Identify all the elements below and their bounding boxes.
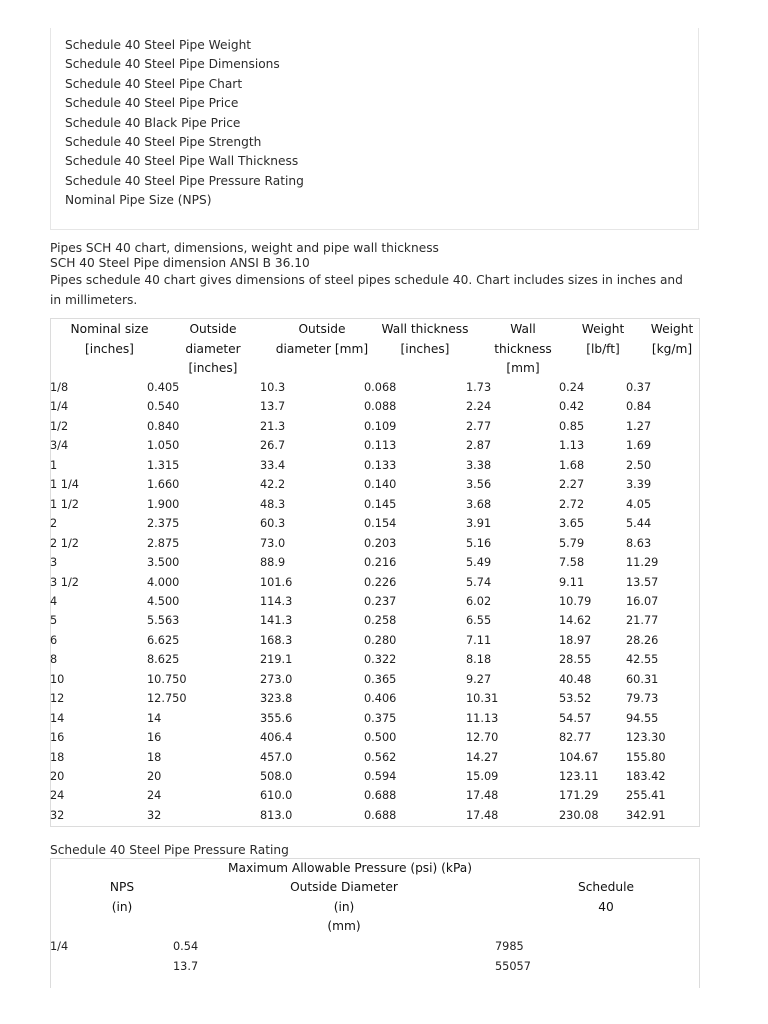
table-cell: 323.8 <box>260 692 293 706</box>
table-row <box>50 397 700 417</box>
table-cell: 21.77 <box>626 614 659 628</box>
table-cell: 3.68 <box>466 497 492 511</box>
table-cell: 14 <box>50 711 65 725</box>
table-cell: 15.09 <box>466 770 499 783</box>
toc-link[interactable]: Schedule 40 Steel Pipe Pressure Rating <box>65 173 304 188</box>
pressure-od-cell: 13.7 <box>173 960 199 973</box>
table-row <box>50 514 700 534</box>
header-line: NPS <box>109 880 135 894</box>
table-cell: 355.6 <box>260 711 293 725</box>
header-line: Weight <box>650 322 694 336</box>
table-cell: 3.38 <box>466 458 492 472</box>
header-line: diameter [mm] <box>275 341 369 356</box>
table-row <box>50 631 700 651</box>
header-line: Schedule <box>577 880 634 894</box>
table-cell: 7.11 <box>466 633 492 647</box>
pressure-nps-header <box>72 878 172 917</box>
table-cell: 2 <box>50 517 58 531</box>
table-cell: 60.3 <box>260 517 286 531</box>
table-cell: 3.500 <box>147 556 180 570</box>
table-cell: 33.4 <box>260 458 286 472</box>
table-cell: 12 <box>50 692 65 706</box>
table-cell: 0.405 <box>147 381 180 394</box>
table-cell: 20 <box>147 770 162 783</box>
table-cell: 5.44 <box>626 517 652 531</box>
pressure-nps-cell: 1/4 <box>50 940 69 953</box>
table-cell: 0.237 <box>364 594 397 608</box>
table-cell: 48.3 <box>260 497 286 511</box>
header-line: Outside <box>189 322 237 336</box>
table-cell: 813.0 <box>260 808 293 822</box>
table-cell: 54.57 <box>559 711 592 725</box>
table-cell: 42.55 <box>626 653 659 667</box>
table-cell: 4.000 <box>147 575 180 589</box>
table-cell: 8.63 <box>626 536 652 550</box>
table-row <box>50 650 700 670</box>
table-cell: 273.0 <box>260 672 293 686</box>
table-cell: 0.688 <box>364 789 397 803</box>
toc-link[interactable]: Schedule 40 Steel Pipe Weight <box>65 38 252 52</box>
table-cell: 11.29 <box>626 556 659 570</box>
table-cell: 60.31 <box>626 672 659 686</box>
table-cell: 104.67 <box>559 750 599 764</box>
table-cell: 1.900 <box>147 497 180 511</box>
table-cell: 10.3 <box>260 381 286 394</box>
table-cell: 2.87 <box>466 439 492 453</box>
table-cell: 32 <box>50 808 65 822</box>
table-cell: 13.7 <box>260 400 286 414</box>
table-cell: 5.79 <box>559 536 585 550</box>
table-cell: 230.08 <box>559 808 599 822</box>
table-row <box>50 553 700 573</box>
table-cell: 10.79 <box>559 594 592 608</box>
header-line: Outside <box>298 322 346 336</box>
table-cell: 7.58 <box>559 556 585 570</box>
table-cell: 1 <box>50 458 58 472</box>
intro-paragraph: Pipes schedule 40 chart gives dimensions of steel pipes schedule 40. Chart includes sizes in inches and in millimeters. <box>50 273 683 307</box>
table-cell: 2.24 <box>466 400 492 414</box>
header-line: Weight <box>581 322 625 336</box>
table-cell: 0.375 <box>364 711 397 725</box>
table-cell: 18.97 <box>559 633 592 647</box>
table-cell: 0.145 <box>364 497 397 511</box>
table-cell: 3 <box>50 556 58 570</box>
table-cell: 21.3 <box>260 419 286 433</box>
toc-list <box>65 36 304 211</box>
table-cell: 5.74 <box>466 575 492 589</box>
table-row <box>50 611 700 631</box>
table-cell: 4 <box>50 594 58 608</box>
table-cell: 0.500 <box>364 731 397 745</box>
table-cell: 1.27 <box>626 419 652 433</box>
intro-subheading: SCH 40 Steel Pipe dimension ANSI B 36.10 <box>50 256 310 270</box>
toc-link[interactable]: Schedule 40 Steel Pipe Price <box>65 96 239 111</box>
table-cell: 10 <box>50 672 65 686</box>
table-cell: 1.68 <box>559 458 585 472</box>
table-row <box>50 786 700 806</box>
table-cell: 16 <box>147 731 162 745</box>
header-line: diameter <box>185 341 241 356</box>
table-cell: 17.48 <box>466 789 499 803</box>
table-cell: 6.625 <box>147 633 180 647</box>
pressure-schedule-header <box>556 878 656 917</box>
table-cell: 610.0 <box>260 789 293 803</box>
table-cell: 101.6 <box>260 575 293 589</box>
table-cell: 32 <box>147 808 162 822</box>
table-row <box>50 417 700 437</box>
intro-heading: Pipes SCH 40 chart, dimensions, weight and pipe wall thickness <box>50 241 439 255</box>
table-cell: 1/8 <box>50 381 69 394</box>
toc-link[interactable]: Schedule 40 Black Pipe Price <box>65 115 241 130</box>
table-cell: 14.62 <box>559 614 592 628</box>
table-cell: 155.80 <box>626 750 666 764</box>
table-cell: 88.9 <box>260 556 286 570</box>
table-cell: 0.133 <box>364 458 397 472</box>
header-od-mm <box>272 320 372 359</box>
header-line: Wall <box>510 322 536 336</box>
table-cell: 0.37 <box>626 381 652 394</box>
table-cell: 2.50 <box>626 458 652 472</box>
table-cell: 2.72 <box>559 497 585 511</box>
table-cell: 0.688 <box>364 808 397 822</box>
table-cell: 255.41 <box>626 789 666 803</box>
header-line: [mm] <box>506 361 540 375</box>
table-cell: 2.27 <box>559 478 585 492</box>
header-nominal-size <box>62 320 157 359</box>
table-cell: 18 <box>147 750 162 764</box>
table-row <box>50 378 700 398</box>
table-cell: 0.24 <box>559 381 585 394</box>
table-cell: 342.91 <box>626 808 666 822</box>
table-row <box>50 475 700 495</box>
table-row <box>50 592 700 612</box>
table-cell: 2.875 <box>147 536 180 550</box>
table-cell: 0.113 <box>364 439 397 453</box>
table-row <box>50 728 700 748</box>
table-cell: 0.322 <box>364 653 397 667</box>
table-cell: 0.216 <box>364 556 397 570</box>
header-line: Nominal size <box>70 322 149 336</box>
table-cell: 2.77 <box>466 419 492 433</box>
table-row <box>50 573 700 593</box>
table-cell: 14.27 <box>466 750 499 764</box>
table-cell: 171.29 <box>559 789 599 803</box>
table-cell: 1 1/2 <box>50 497 79 511</box>
header-line: thickness <box>494 341 552 356</box>
table-cell: 0.280 <box>364 633 397 647</box>
table-cell: 82.77 <box>559 731 592 745</box>
table-cell: 1/4 <box>50 400 69 414</box>
header-line: [inches] <box>188 361 238 375</box>
table-row <box>50 709 700 729</box>
toc-link[interactable]: Schedule 40 Steel Pipe Dimensions <box>65 57 280 72</box>
table-cell: 10.31 <box>466 692 499 706</box>
table-row <box>50 806 700 826</box>
table-cell: 12.70 <box>466 731 499 745</box>
table-cell: 20 <box>50 770 65 783</box>
table-cell: 1.13 <box>559 439 585 453</box>
table-cell: 9.11 <box>559 575 585 589</box>
table-cell: 141.3 <box>260 614 293 628</box>
header-line: (in) <box>333 899 355 914</box>
header-line: [kg/m] <box>651 341 693 356</box>
table-cell: 0.226 <box>364 575 397 589</box>
table-row <box>50 534 700 554</box>
header-wall-inches <box>374 320 476 359</box>
table-row <box>50 748 700 768</box>
table-row <box>50 495 700 515</box>
table-cell: 0.365 <box>364 672 397 686</box>
table-cell: 3 1/2 <box>50 575 79 589</box>
table-cell: 0.562 <box>364 750 397 764</box>
table-cell: 8 <box>50 653 58 667</box>
table-cell: 8.625 <box>147 653 180 667</box>
table-cell: 1.660 <box>147 478 180 492</box>
table-cell: 3.39 <box>626 478 652 492</box>
table-cell: 2.375 <box>147 517 180 531</box>
table-cell: 0.140 <box>364 478 397 492</box>
table-cell: 26.7 <box>260 439 286 453</box>
table-cell: 40.48 <box>559 672 592 686</box>
table-cell: 123.11 <box>559 770 599 783</box>
table-cell: 9.27 <box>466 672 492 686</box>
header-line: Wall thickness <box>381 322 469 336</box>
table-cell: 123.30 <box>626 731 666 745</box>
table-row <box>50 670 700 690</box>
table-cell: 6.55 <box>466 614 492 628</box>
table-cell: 53.52 <box>559 692 592 706</box>
table-cell: 10.750 <box>147 672 187 686</box>
table-cell: 3.91 <box>466 517 492 531</box>
table-cell: 0.109 <box>364 419 397 433</box>
table-cell: 1.315 <box>147 458 180 472</box>
table-cell: 3.65 <box>559 517 585 531</box>
table-cell: 1.69 <box>626 439 652 453</box>
pressure-top-header: Maximum Allowable Pressure (psi) (kPa) <box>227 861 473 875</box>
pressure-value-cell: 7985 <box>495 940 524 953</box>
table-cell: 28.55 <box>559 653 592 667</box>
table-cell: 24 <box>50 789 65 803</box>
table-cell: 0.540 <box>147 400 180 414</box>
table-cell: 8.18 <box>466 653 492 667</box>
table-cell: 0.088 <box>364 400 397 414</box>
toc-link[interactable]: Schedule 40 Steel Pipe Chart <box>65 76 243 91</box>
table-cell: 457.0 <box>260 750 293 764</box>
table-cell: 0.840 <box>147 419 180 433</box>
pressure-od-header <box>274 878 414 937</box>
table-cell: 168.3 <box>260 633 293 647</box>
header-line: (in) <box>111 899 133 914</box>
table-of-contents <box>50 28 699 230</box>
table-cell: 11.13 <box>466 711 499 725</box>
table-cell: 16.07 <box>626 594 659 608</box>
table-cell: 0.154 <box>364 517 397 531</box>
header-line: Outside Diameter <box>290 880 398 894</box>
table-cell: 114.3 <box>260 594 293 608</box>
header-line: [lb/ft] <box>586 341 620 356</box>
header-weight-lbft <box>572 320 634 359</box>
header-line: (mm) <box>327 919 361 933</box>
table-cell: 4.500 <box>147 594 180 608</box>
table-cell: 16 <box>50 731 65 745</box>
table-cell: 406.4 <box>260 731 293 745</box>
table-cell: 183.42 <box>626 770 666 783</box>
table-cell: 0.42 <box>559 400 585 414</box>
table-cell: 1 1/4 <box>50 478 79 492</box>
table-cell: 3/4 <box>50 439 69 453</box>
table-cell: 17.48 <box>466 808 499 822</box>
table-cell: 0.258 <box>364 614 397 628</box>
table-cell: 13.57 <box>626 575 659 589</box>
table-row <box>50 767 700 787</box>
header-weight-kgm <box>644 320 700 359</box>
table-cell: 6.02 <box>466 594 492 608</box>
table-cell: 42.2 <box>260 478 286 492</box>
table-cell: 0.406 <box>364 692 397 706</box>
table-cell: 28.26 <box>626 633 659 647</box>
table-cell: 5.16 <box>466 536 492 550</box>
table-cell: 14 <box>147 711 162 725</box>
table-cell: 5.563 <box>147 614 180 628</box>
table-row <box>50 456 700 476</box>
table-cell: 1/2 <box>50 419 69 433</box>
table-cell: 2 1/2 <box>50 536 79 550</box>
table-cell: 3.56 <box>466 478 492 492</box>
table-cell: 4.05 <box>626 497 652 511</box>
header-line: [inches] <box>85 341 134 356</box>
table-cell: 1.050 <box>147 439 180 453</box>
toc-link[interactable]: Schedule 40 Steel Pipe Wall Thickness <box>65 154 299 169</box>
table-cell: 0.84 <box>626 400 652 414</box>
table-cell: 508.0 <box>260 770 293 783</box>
table-cell: 0.068 <box>364 381 397 394</box>
table-row <box>50 436 700 456</box>
table-cell: 6 <box>50 633 58 647</box>
table-cell: 0.203 <box>364 536 397 550</box>
table-cell: 0.85 <box>559 419 585 433</box>
toc-link[interactable]: Nominal Pipe Size (NPS) <box>65 193 212 208</box>
toc-link[interactable]: Schedule 40 Steel Pipe Strength <box>65 135 262 150</box>
header-line: [inches] <box>400 341 450 356</box>
table-cell: 94.55 <box>626 711 659 725</box>
table-cell: 1.73 <box>466 381 492 394</box>
table-row <box>50 689 700 709</box>
table-cell: 219.1 <box>260 653 293 667</box>
table-cell: 12.750 <box>147 692 187 706</box>
pressure-caption: Schedule 40 Steel Pipe Pressure Rating <box>50 843 289 857</box>
table-cell: 5.49 <box>466 556 492 570</box>
pressure-value-cell: 55057 <box>495 960 531 973</box>
table-cell: 18 <box>50 750 65 764</box>
header-od-inches <box>170 320 256 379</box>
pressure-od-cell: 0.54 <box>173 940 199 953</box>
table-cell: 73.0 <box>260 536 286 550</box>
header-line: 40 <box>598 899 614 914</box>
table-cell: 79.73 <box>626 692 659 706</box>
table-cell: 24 <box>147 789 162 803</box>
table-cell: 5 <box>50 614 58 628</box>
table-cell: 0.594 <box>364 770 397 783</box>
header-wall-mm <box>487 320 559 379</box>
